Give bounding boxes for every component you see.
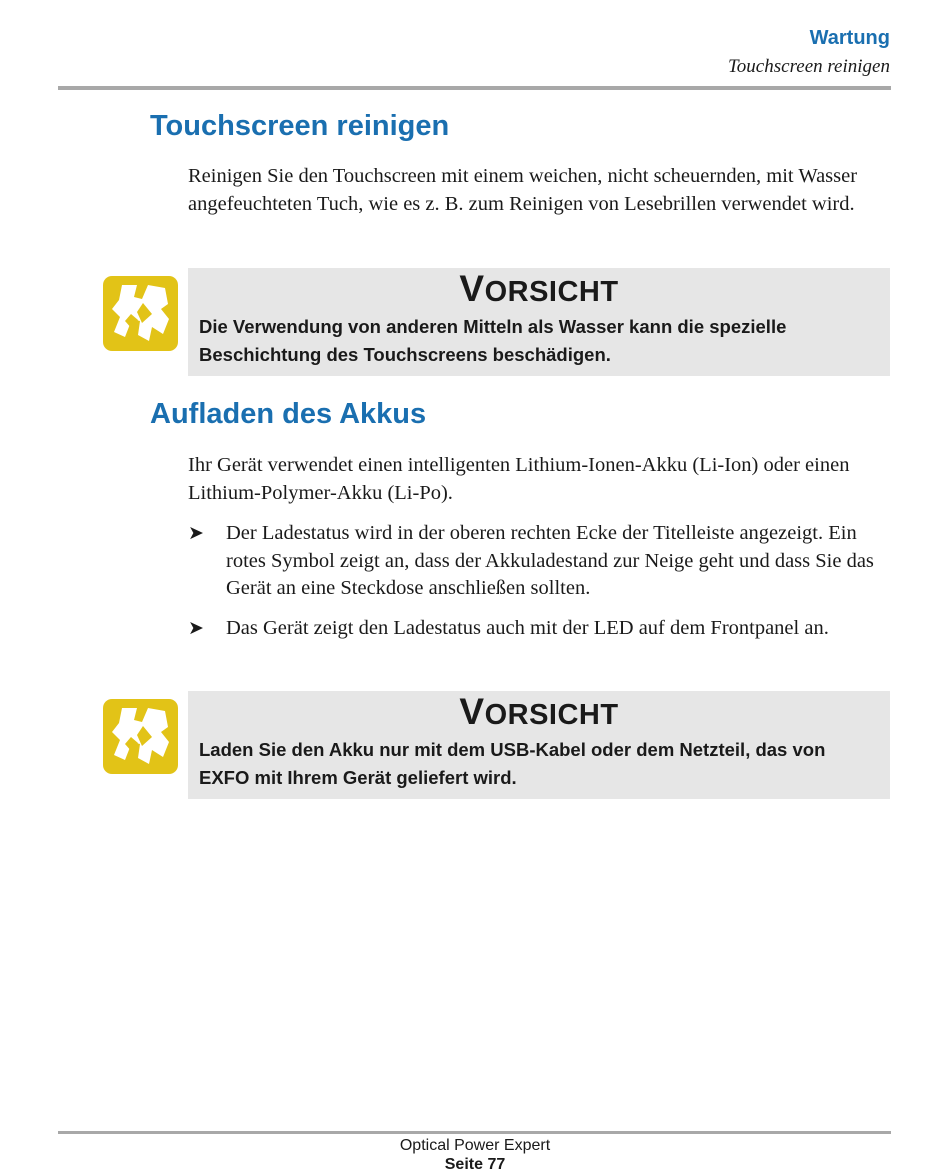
running-header-chapter: Wartung <box>809 27 890 49</box>
bullet-text: Der Ladestatus wird in der oberen rechten Ecke der Titelleiste angezeigt. Ein rotes Symbol zeigt an, dass der Akkuladestand zur Neige geht und dass Sie das Gerät an eine Steckdose anschließen sollten. <box>226 522 874 599</box>
section-heading-battery: Aufladen des Akkus <box>150 398 427 430</box>
caution-text: Laden Sie den Akku nur mit dem USB-Kabel oder dem Netzteil, das von EXFO mit Ihrem Gerät geliefert wird. <box>199 739 826 788</box>
touchscreen-paragraph: Reinigen Sie den Touchscreen mit einem weichen, nicht scheuernden, mit Wasser angefeuchteten Tuch, wie es z. B. zum Reinigen von Lesebrillen verwendet wird. <box>188 165 858 215</box>
bullet-arrow-icon: ➤ <box>188 523 204 544</box>
bullet-arrow-icon: ➤ <box>188 618 204 639</box>
caution-box-battery <box>188 691 890 799</box>
bullet-item <box>188 520 893 603</box>
caution-puzzle-icon <box>103 699 178 774</box>
caution-puzzle-icon <box>103 276 178 351</box>
section-heading-touchscreen: Touchscreen reinigen <box>150 110 450 142</box>
battery-paragraph: Ihr Gerät verwendet einen intelligenten Lithium-Ionen-Akku (Li-Ion) oder einen Lithium-Polymer-Akku (Li-Po). <box>188 454 850 504</box>
caution-title: VORSICHT <box>459 268 619 309</box>
running-header-section: Touchscreen reinigen <box>727 56 890 77</box>
footer-document-title: Optical Power Expert <box>399 1137 551 1154</box>
bullet-text: Das Gerät zeigt den Ladestatus auch mit der LED auf dem Frontpanel an. <box>226 617 829 639</box>
footer-page-number: Seite 77 <box>444 1156 506 1173</box>
header-rule <box>58 86 891 90</box>
bullet-item <box>188 615 893 643</box>
caution-box-touchscreen <box>188 268 890 376</box>
footer-rule <box>58 1131 891 1134</box>
caution-title: VORSICHT <box>459 691 619 732</box>
caution-text: Die Verwendung von anderen Mitteln als Wasser kann die spezielle Beschichtung des Touchscreens beschädigen. <box>199 316 787 365</box>
